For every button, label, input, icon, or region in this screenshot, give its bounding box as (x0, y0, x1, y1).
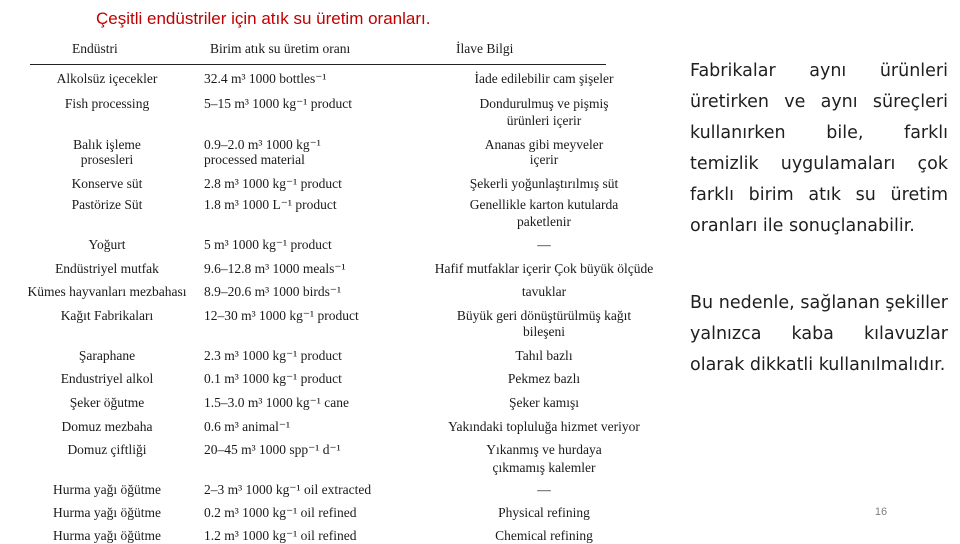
cell-industry: Konserve süt (71, 176, 143, 191)
cell-info: tavuklar (521, 284, 567, 299)
cell-industry: Hurma yağı öğütme (53, 528, 161, 543)
cell-industry: Yoğurt (88, 237, 126, 252)
cell-rate: 8.9–20.6 m³ 1000 birds⁻¹ (204, 284, 342, 299)
cell-info: Yıkanmış ve hurdaya (486, 442, 602, 457)
cell-info: Dondurulmuş ve pişmiş (479, 96, 609, 111)
cell-industry: Şeker öğutme (69, 395, 145, 410)
cell-info: Hafif mutfaklar içerir Çok büyük ölçüde (434, 261, 654, 276)
paragraph-cleaning-practices: Fabrikalar aynı ürünleri üretirken ve aynı süreçleri kullanırken bile, farklı temizlik uygulamaları çok farklı birim atık su üretim oranları ile sonuçlanabilir. (690, 61, 948, 236)
cell-info: Yakındaki topluluğa hizmet veriyor (448, 419, 640, 434)
cell-info: Şekerli yoğunlaştırılmış süt (469, 176, 619, 191)
header-divider (30, 64, 606, 65)
cell-info: Şeker kamışı (508, 395, 580, 410)
cell-rate: 0.2 m³ 1000 kg⁻¹ oil refined (204, 505, 357, 520)
cell-rate: 2.3 m³ 1000 kg⁻¹ product (204, 348, 342, 363)
cell-rate: processed material (204, 152, 305, 167)
cell-rate: 2.8 m³ 1000 kg⁻¹ product (204, 176, 342, 191)
cell-industry: prosesleri (80, 152, 134, 167)
cell-info: — (537, 482, 551, 497)
cell-info: içerir (529, 152, 559, 167)
cell-industry: Kümes hayvanları mezbahası (27, 284, 187, 299)
cell-industry: Endüstriyel mutfak (55, 261, 159, 276)
cell-industry: Domuz mezbaha (61, 419, 153, 434)
cell-rate: 5 m³ 1000 kg⁻¹ product (204, 237, 332, 252)
cell-rate: 0.6 m³ animal⁻¹ (204, 419, 291, 434)
cell-rate: 1.5–3.0 m³ 1000 kg⁻¹ cane (204, 395, 349, 410)
header-rate: Birim atık su üretim oranı (210, 41, 351, 56)
cell-industry: Hurma yağı öğütme (53, 505, 161, 520)
cell-industry: Domuz çiftliği (67, 442, 147, 457)
cell-industry: Fish processing (64, 96, 150, 111)
cell-info: Büyük geri dönüştürülmüş kağıt (456, 308, 632, 323)
cell-info: Physical refining (498, 505, 590, 520)
cell-info: Pekmez bazlı (507, 371, 581, 386)
cell-info: paketlenir (517, 214, 571, 229)
cell-rate: 9.6–12.8 m³ 1000 meals⁻¹ (204, 261, 346, 276)
cell-industry: Balık işleme (73, 137, 141, 152)
cell-rate: 12–30 m³ 1000 kg⁻¹ product (204, 308, 359, 323)
cell-industry: Hurma yağı öğütme (53, 482, 161, 497)
cell-industry: Alkolsüz içecekler (56, 71, 158, 86)
cell-info: ürünleri içerir (506, 113, 582, 128)
cell-rate: 20–45 m³ 1000 spp⁻¹ d⁻¹ (204, 442, 341, 457)
cell-industry: Pastörize Süt (71, 197, 143, 212)
header-info: İlave Bilgi (456, 41, 514, 56)
cell-info: Chemical refining (495, 528, 593, 543)
page-number: 16 (874, 506, 888, 518)
cell-industry: Endustriyel alkol (60, 371, 154, 386)
cell-industry: Şaraphane (78, 348, 136, 363)
header-industry: Endüstri (72, 41, 118, 56)
cell-rate: 0.1 m³ 1000 kg⁻¹ product (204, 371, 342, 386)
cell-info: çıkmamış kalemler (492, 460, 596, 475)
cell-rate: 32.4 m³ 1000 bottles⁻¹ (204, 71, 327, 86)
cell-info: bileşeni (523, 324, 565, 339)
cell-info: — (537, 237, 551, 252)
cell-info: Ananas gibi meyveler (484, 137, 604, 152)
cell-rate: 0.9–2.0 m³ 1000 kg⁻¹ (204, 137, 321, 152)
cell-rate: 1.2 m³ 1000 kg⁻¹ oil refined (204, 528, 357, 543)
cell-info: İade edilebilir cam şişeler (474, 71, 614, 86)
cell-rate: 2–3 m³ 1000 kg⁻¹ oil extracted (204, 482, 372, 497)
cell-info: Genellikle karton kutularda (469, 197, 619, 212)
cell-rate: 5–15 m³ 1000 kg⁻¹ product (204, 96, 352, 111)
cell-info: Tahıl bazlı (515, 348, 573, 363)
slide-title: Çeşitli endüstriler için atık su üretim oranları. (96, 9, 431, 28)
cell-industry: Kağıt Fabrikaları (60, 308, 154, 323)
paragraph-caution: Bu nedenle, sağlanan şekiller yalnızca kaba kılavuzlar olarak dikkatli kullanılmalıdır. (690, 293, 948, 375)
cell-rate: 1.8 m³ 1000 L⁻¹ product (204, 197, 337, 212)
